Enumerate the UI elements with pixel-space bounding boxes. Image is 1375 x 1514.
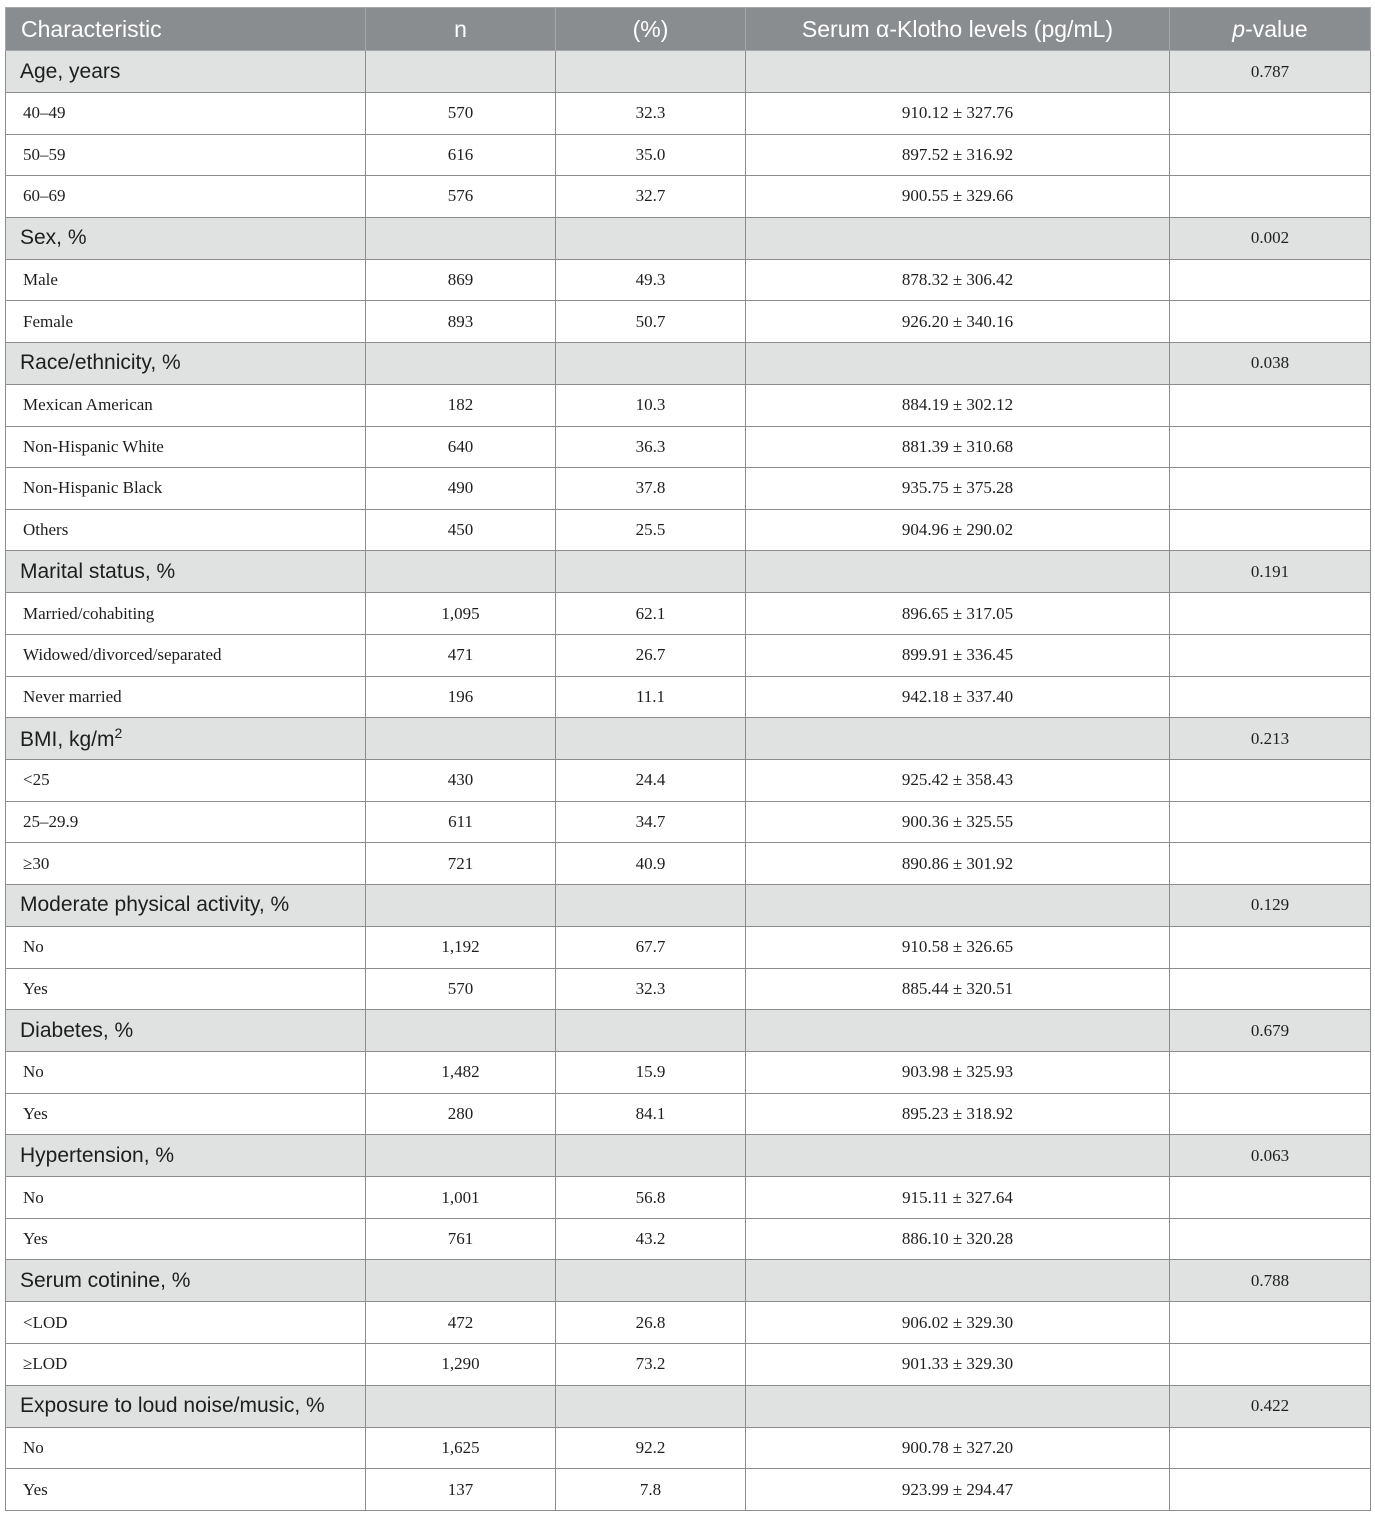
group-label — [6, 1135, 366, 1177]
row-empty-p-cell — [1170, 468, 1371, 510]
group-label — [6, 51, 366, 93]
table-row — [6, 259, 1371, 301]
row-n: 611 — [366, 801, 556, 843]
group-empty-cell — [366, 551, 556, 593]
row-empty-p-cell — [1170, 1052, 1371, 1094]
row-label: No — [6, 1177, 366, 1219]
group-label-text: Sex, % — [20, 226, 87, 250]
row-klotho: 923.99 ± 294.47 — [746, 1469, 1170, 1511]
row-label: Widowed/divorced/separated — [6, 634, 366, 676]
group-p-value: 0.213 — [1170, 718, 1371, 760]
group-empty-cell — [556, 884, 746, 926]
row-label: 50–59 — [6, 134, 366, 176]
group-p-value: 0.038 — [1170, 342, 1371, 384]
group-empty-cell — [746, 551, 1170, 593]
group-label — [6, 551, 366, 593]
row-label: Yes — [6, 1469, 366, 1511]
row-label: Female — [6, 301, 366, 343]
row-empty-p-cell — [1170, 1427, 1371, 1469]
row-percent: 36.3 — [556, 426, 746, 468]
group-label-text: Moderate physical activity, % — [20, 893, 290, 917]
row-empty-p-cell — [1170, 301, 1371, 343]
row-klotho: 900.78 ± 327.20 — [746, 1427, 1170, 1469]
row-label: Yes — [6, 1218, 366, 1260]
header-n: n — [366, 8, 556, 51]
row-percent: 11.1 — [556, 676, 746, 718]
row-empty-p-cell — [1170, 593, 1371, 635]
row-percent: 50.7 — [556, 301, 746, 343]
group-empty-cell — [746, 1385, 1170, 1427]
row-empty-p-cell — [1170, 676, 1371, 718]
row-label: ≥LOD — [6, 1344, 366, 1386]
group-empty-cell — [366, 1260, 556, 1302]
row-label: <LOD — [6, 1302, 366, 1344]
row-label: 25–29.9 — [6, 801, 366, 843]
group-empty-cell — [366, 718, 556, 760]
row-percent: 7.8 — [556, 1469, 746, 1511]
row-percent: 49.3 — [556, 259, 746, 301]
group-row — [6, 217, 1371, 259]
row-empty-p-cell — [1170, 1469, 1371, 1511]
row-label: Non-Hispanic Black — [6, 468, 366, 510]
characteristics-table — [5, 7, 1371, 1511]
group-empty-cell — [556, 718, 746, 760]
row-percent: 26.7 — [556, 634, 746, 676]
row-klotho: 904.96 ± 290.02 — [746, 509, 1170, 551]
row-klotho: 900.36 ± 325.55 — [746, 801, 1170, 843]
group-empty-cell — [746, 1135, 1170, 1177]
table-row — [6, 301, 1371, 343]
table-row — [6, 1344, 1371, 1386]
row-percent: 25.5 — [556, 509, 746, 551]
group-label-text: Hypertension, % — [20, 1143, 175, 1167]
group-empty-cell — [746, 217, 1170, 259]
row-label: No — [6, 1052, 366, 1094]
row-empty-p-cell — [1170, 509, 1371, 551]
group-empty-cell — [556, 217, 746, 259]
row-n: 280 — [366, 1093, 556, 1135]
group-empty-cell — [366, 1010, 556, 1052]
group-label-text: Age, years — [20, 59, 121, 83]
table-row — [6, 1469, 1371, 1511]
table-row — [6, 801, 1371, 843]
group-empty-cell — [746, 342, 1170, 384]
row-klotho: 903.98 ± 325.93 — [746, 1052, 1170, 1094]
row-n: 893 — [366, 301, 556, 343]
table-row — [6, 93, 1371, 135]
header-p-value — [1170, 8, 1371, 51]
group-empty-cell — [366, 342, 556, 384]
row-empty-p-cell — [1170, 634, 1371, 676]
row-klotho: 910.58 ± 326.65 — [746, 926, 1170, 968]
row-percent: 37.8 — [556, 468, 746, 510]
row-klotho: 885.44 ± 320.51 — [746, 968, 1170, 1010]
table-row — [6, 176, 1371, 218]
row-empty-p-cell — [1170, 259, 1371, 301]
group-empty-cell — [556, 551, 746, 593]
row-empty-p-cell — [1170, 968, 1371, 1010]
row-empty-p-cell — [1170, 1302, 1371, 1344]
group-p-value: 0.679 — [1170, 1010, 1371, 1052]
table-row — [6, 426, 1371, 468]
row-percent: 92.2 — [556, 1427, 746, 1469]
table-row — [6, 1427, 1371, 1469]
row-klotho: 915.11 ± 327.64 — [746, 1177, 1170, 1219]
row-empty-p-cell — [1170, 1093, 1371, 1135]
row-klotho: 890.86 ± 301.92 — [746, 843, 1170, 885]
header-characteristic: Characteristic — [6, 8, 366, 51]
group-p-value: 0.788 — [1170, 1260, 1371, 1302]
group-p-value: 0.787 — [1170, 51, 1371, 93]
row-klotho: 881.39 ± 310.68 — [746, 426, 1170, 468]
row-empty-p-cell — [1170, 760, 1371, 802]
table-row — [6, 760, 1371, 802]
row-empty-p-cell — [1170, 384, 1371, 426]
row-klotho: 896.65 ± 317.05 — [746, 593, 1170, 635]
row-label: No — [6, 1427, 366, 1469]
row-n: 471 — [366, 634, 556, 676]
row-percent: 84.1 — [556, 1093, 746, 1135]
group-label-text: Marital status, % — [20, 559, 176, 583]
group-row — [6, 551, 1371, 593]
row-label: Married/cohabiting — [6, 593, 366, 635]
group-p-value: 0.063 — [1170, 1135, 1371, 1177]
group-label-superscript: 2 — [114, 725, 123, 742]
group-row — [6, 1135, 1371, 1177]
row-empty-p-cell — [1170, 926, 1371, 968]
row-label: Others — [6, 509, 366, 551]
group-empty-cell — [366, 884, 556, 926]
group-p-value: 0.191 — [1170, 551, 1371, 593]
row-empty-p-cell — [1170, 1218, 1371, 1260]
group-empty-cell — [366, 1385, 556, 1427]
row-empty-p-cell — [1170, 134, 1371, 176]
row-n: 472 — [366, 1302, 556, 1344]
row-n: 721 — [366, 843, 556, 885]
row-klotho: 910.12 ± 327.76 — [746, 93, 1170, 135]
group-empty-cell — [366, 51, 556, 93]
row-n: 1,625 — [366, 1427, 556, 1469]
row-n: 430 — [366, 760, 556, 802]
row-n: 137 — [366, 1469, 556, 1511]
row-klotho: 878.32 ± 306.42 — [746, 259, 1170, 301]
row-percent: 67.7 — [556, 926, 746, 968]
row-label: Mexican American — [6, 384, 366, 426]
group-empty-cell — [746, 884, 1170, 926]
group-empty-cell — [556, 1260, 746, 1302]
group-label — [6, 884, 366, 926]
row-klotho: 900.55 ± 329.66 — [746, 176, 1170, 218]
row-percent: 26.8 — [556, 1302, 746, 1344]
group-row — [6, 1010, 1371, 1052]
group-row — [6, 1260, 1371, 1302]
row-klotho: 901.33 ± 329.30 — [746, 1344, 1170, 1386]
row-n: 640 — [366, 426, 556, 468]
row-label: Never married — [6, 676, 366, 718]
table-row — [6, 1052, 1371, 1094]
row-label: Yes — [6, 1093, 366, 1135]
row-klotho: 942.18 ± 337.40 — [746, 676, 1170, 718]
table-row — [6, 634, 1371, 676]
table-row — [6, 593, 1371, 635]
table-row — [6, 509, 1371, 551]
group-empty-cell — [556, 51, 746, 93]
row-klotho: 895.23 ± 318.92 — [746, 1093, 1170, 1135]
row-n: 1,290 — [366, 1344, 556, 1386]
row-label: 40–49 — [6, 93, 366, 135]
group-empty-cell — [746, 1010, 1170, 1052]
group-label-text: BMI, kg/m — [20, 728, 115, 752]
group-row — [6, 342, 1371, 384]
group-empty-cell — [556, 1010, 746, 1052]
row-empty-p-cell — [1170, 93, 1371, 135]
table-row — [6, 843, 1371, 885]
row-empty-p-cell — [1170, 1177, 1371, 1219]
row-percent: 43.2 — [556, 1218, 746, 1260]
row-n: 761 — [366, 1218, 556, 1260]
header-percent: (%) — [556, 8, 746, 51]
row-label: Male — [6, 259, 366, 301]
group-label-text: Diabetes, % — [20, 1018, 134, 1042]
group-p-value: 0.422 — [1170, 1385, 1371, 1427]
group-label-text: Exposure to loud noise/music, % — [20, 1394, 325, 1418]
row-empty-p-cell — [1170, 801, 1371, 843]
group-row — [6, 1385, 1371, 1427]
group-empty-cell — [556, 1385, 746, 1427]
group-label — [6, 342, 366, 384]
row-percent: 15.9 — [556, 1052, 746, 1094]
row-n: 616 — [366, 134, 556, 176]
group-label — [6, 718, 366, 760]
group-label — [6, 1010, 366, 1052]
group-empty-cell — [366, 217, 556, 259]
group-empty-cell — [746, 718, 1170, 760]
row-label: Non-Hispanic White — [6, 426, 366, 468]
row-label: ≥30 — [6, 843, 366, 885]
header-row — [6, 8, 1371, 51]
row-n: 1,482 — [366, 1052, 556, 1094]
row-percent: 62.1 — [556, 593, 746, 635]
table-row — [6, 676, 1371, 718]
group-label — [6, 217, 366, 259]
row-klotho: 906.02 ± 329.30 — [746, 1302, 1170, 1344]
row-klotho: 897.52 ± 316.92 — [746, 134, 1170, 176]
table-row — [6, 926, 1371, 968]
row-label: <25 — [6, 760, 366, 802]
row-empty-p-cell — [1170, 426, 1371, 468]
row-n: 450 — [366, 509, 556, 551]
row-n: 490 — [366, 468, 556, 510]
table-row — [6, 968, 1371, 1010]
row-n: 869 — [366, 259, 556, 301]
group-empty-cell — [746, 1260, 1170, 1302]
row-n: 570 — [366, 968, 556, 1010]
group-empty-cell — [556, 1135, 746, 1177]
row-n: 196 — [366, 676, 556, 718]
table-row — [6, 1093, 1371, 1135]
row-percent: 32.3 — [556, 93, 746, 135]
group-empty-cell — [556, 342, 746, 384]
table-body — [6, 51, 1371, 1511]
row-percent: 73.2 — [556, 1344, 746, 1386]
row-klotho: 925.42 ± 358.43 — [746, 760, 1170, 802]
row-percent: 32.7 — [556, 176, 746, 218]
row-klotho: 884.19 ± 302.12 — [746, 384, 1170, 426]
group-p-value: 0.002 — [1170, 217, 1371, 259]
row-n: 1,192 — [366, 926, 556, 968]
table-row — [6, 1177, 1371, 1219]
table-row — [6, 1302, 1371, 1344]
row-percent: 10.3 — [556, 384, 746, 426]
group-label — [6, 1385, 366, 1427]
row-label: Yes — [6, 968, 366, 1010]
table-row — [6, 468, 1371, 510]
row-klotho: 935.75 ± 375.28 — [746, 468, 1170, 510]
row-empty-p-cell — [1170, 176, 1371, 218]
row-n: 570 — [366, 93, 556, 135]
row-klotho: 899.91 ± 336.45 — [746, 634, 1170, 676]
row-percent: 35.0 — [556, 134, 746, 176]
group-row — [6, 884, 1371, 926]
row-n: 576 — [366, 176, 556, 218]
row-percent: 32.3 — [556, 968, 746, 1010]
group-row — [6, 718, 1371, 760]
group-empty-cell — [366, 1135, 556, 1177]
row-n: 1,095 — [366, 593, 556, 635]
group-label-text: Serum cotinine, % — [20, 1268, 191, 1292]
table-row — [6, 134, 1371, 176]
table-row — [6, 1218, 1371, 1260]
row-empty-p-cell — [1170, 1344, 1371, 1386]
row-n: 1,001 — [366, 1177, 556, 1219]
header-klotho: Serum α-Klotho levels (pg/mL) — [746, 8, 1170, 51]
group-label-text: Race/ethnicity, % — [20, 351, 181, 375]
header-p-italic: p — [1232, 15, 1246, 42]
row-n: 182 — [366, 384, 556, 426]
row-empty-p-cell — [1170, 843, 1371, 885]
header-p-rest: -value — [1245, 15, 1308, 42]
group-p-value: 0.129 — [1170, 884, 1371, 926]
row-percent: 56.8 — [556, 1177, 746, 1219]
group-row — [6, 51, 1371, 93]
group-label — [6, 1260, 366, 1302]
row-percent: 34.7 — [556, 801, 746, 843]
row-label: 60–69 — [6, 176, 366, 218]
row-klotho: 886.10 ± 320.28 — [746, 1218, 1170, 1260]
row-percent: 24.4 — [556, 760, 746, 802]
group-empty-cell — [746, 51, 1170, 93]
table-container — [5, 7, 1370, 1511]
table-row — [6, 384, 1371, 426]
row-klotho: 926.20 ± 340.16 — [746, 301, 1170, 343]
row-percent: 40.9 — [556, 843, 746, 885]
row-label: No — [6, 926, 366, 968]
